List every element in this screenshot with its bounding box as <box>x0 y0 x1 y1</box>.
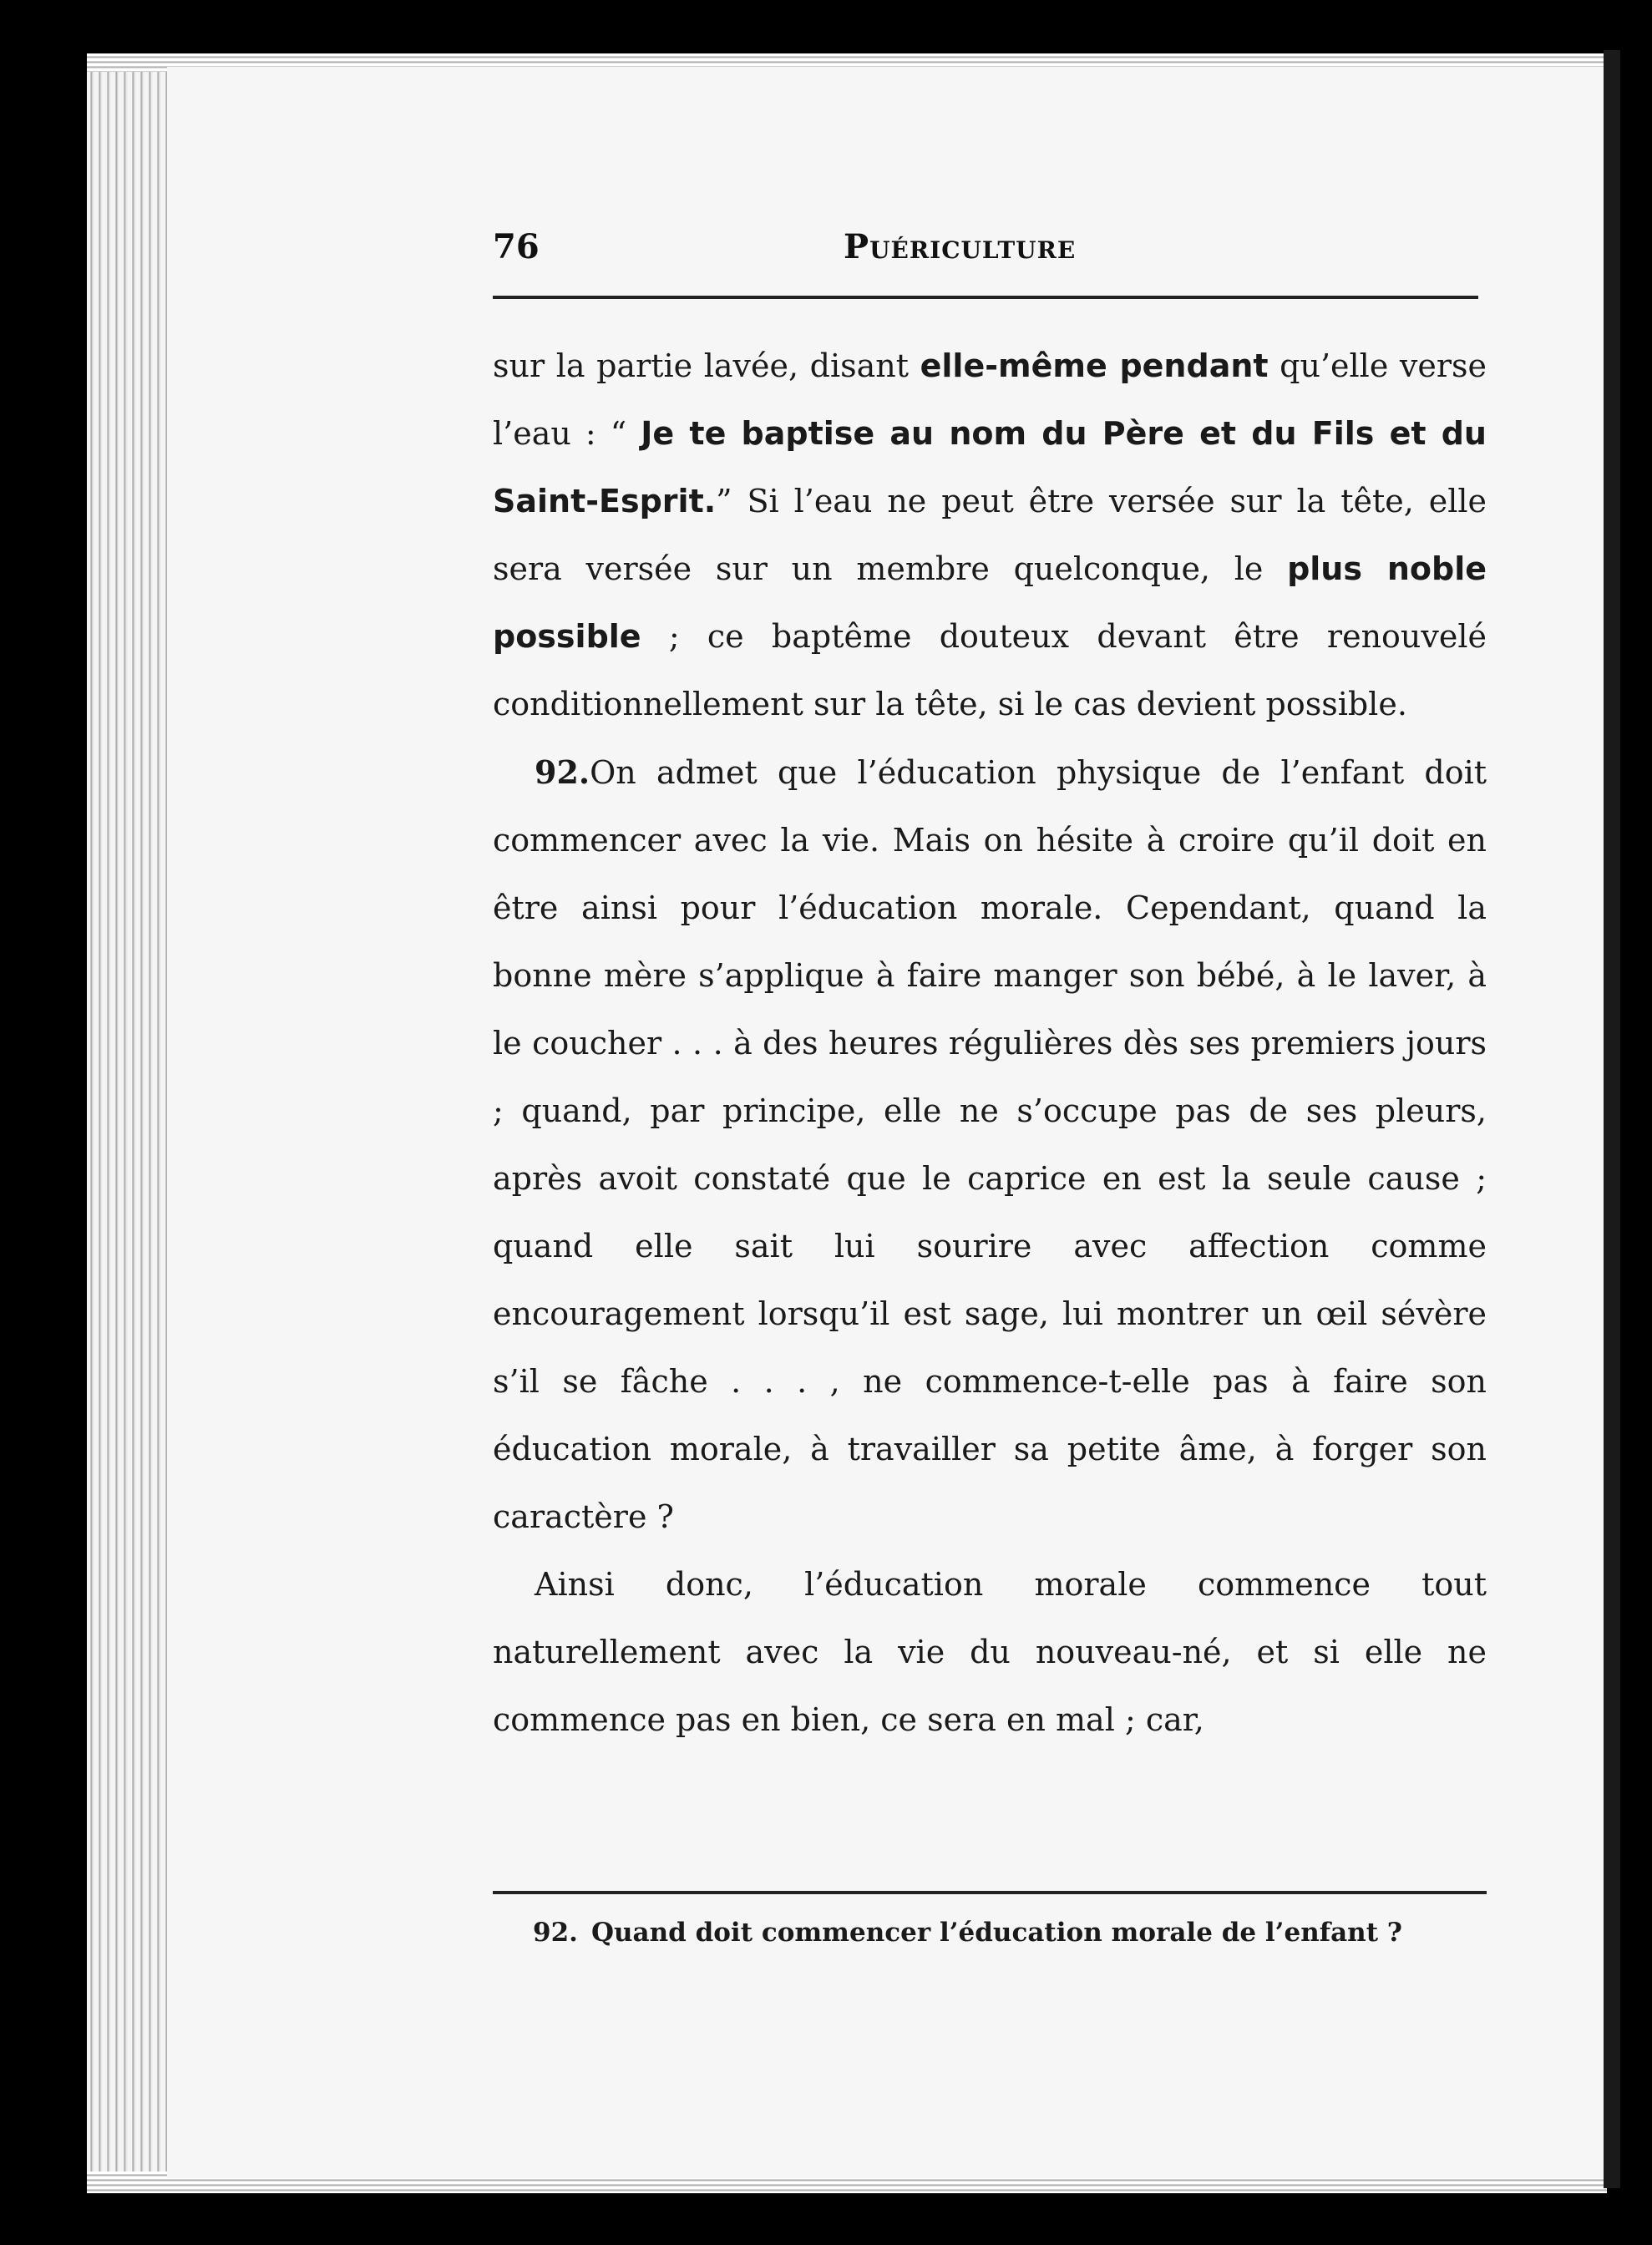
paragraph-92-number: 92. <box>535 753 590 791</box>
page-edges <box>87 53 179 2192</box>
running-head <box>493 220 1478 287</box>
footnote-text: Quand doit commencer l’éducation morale de l’enfant ? <box>590 1918 1402 1948</box>
binding-shadow <box>1604 50 1620 2188</box>
paragraph-1-text-e: ” Si l’eau ne peut être versée sur la tête, elle sera versée sur un membre quelconque, le <box>493 483 1487 587</box>
running-title: Puériculture <box>844 227 1077 266</box>
footnote <box>533 1918 1468 1948</box>
header-rule <box>493 296 1478 299</box>
paragraph-1-text-a: sur la partie lavée, disant <box>493 347 920 384</box>
footnote-rule <box>493 1891 1487 1894</box>
paragraph-3-text: Ainsi donc, l’éducation morale commence tout naturellement avec la vie du nouveau-né, et si elle ne commence pas en bien, ce sera en mal ; car, <box>493 1566 1487 1738</box>
footnote-number: 92. <box>533 1918 578 1948</box>
baptism-formula: Je te baptise au nom du Père et du Fils et du Saint-Esprit. <box>493 415 1487 519</box>
paragraph-1-emphasis-a: elle-même pendant <box>920 347 1269 384</box>
paragraph-3 <box>493 1551 1487 1754</box>
paragraph-1-text-c: qu’elle verse l’eau : “ <box>493 347 1487 452</box>
paragraph-1 <box>493 332 1487 738</box>
paragraph-92-text: On admet que l’éducation physique de l’enfant doit commencer avec la vie. Mais on hésite à croire qu’il doit en être ainsi pour l’éducation morale. Cependant, quand la bonne mère s’applique à faire manger son bébé, à le laver, à le coucher . . . à des heures régulières dès ses premiers jours ; quand, par principe, elle ne s’occupe pas de ses pleurs, après avoit constaté que le caprice en est la seule cause ; quand elle sait lui sourire avec affection comme encouragement lorsqu’il est sage, lui montrer un œil sévère s’il se fâche . . . , ne commence-t-elle pas à faire son éducation morale, à travailler sa petite âme, à forger son caractère ? <box>493 754 1487 1535</box>
paragraph-1-text-g: ; ce baptême douteux devant être renouvelé conditionnellement sur la tête, si le cas devient possible. <box>493 618 1487 722</box>
body-text <box>493 332 1487 1754</box>
paragraph-92 <box>493 738 1487 1551</box>
paragraph-1-emphasis-f: plus noble possible <box>493 550 1487 655</box>
page-number: 76 <box>493 227 540 266</box>
